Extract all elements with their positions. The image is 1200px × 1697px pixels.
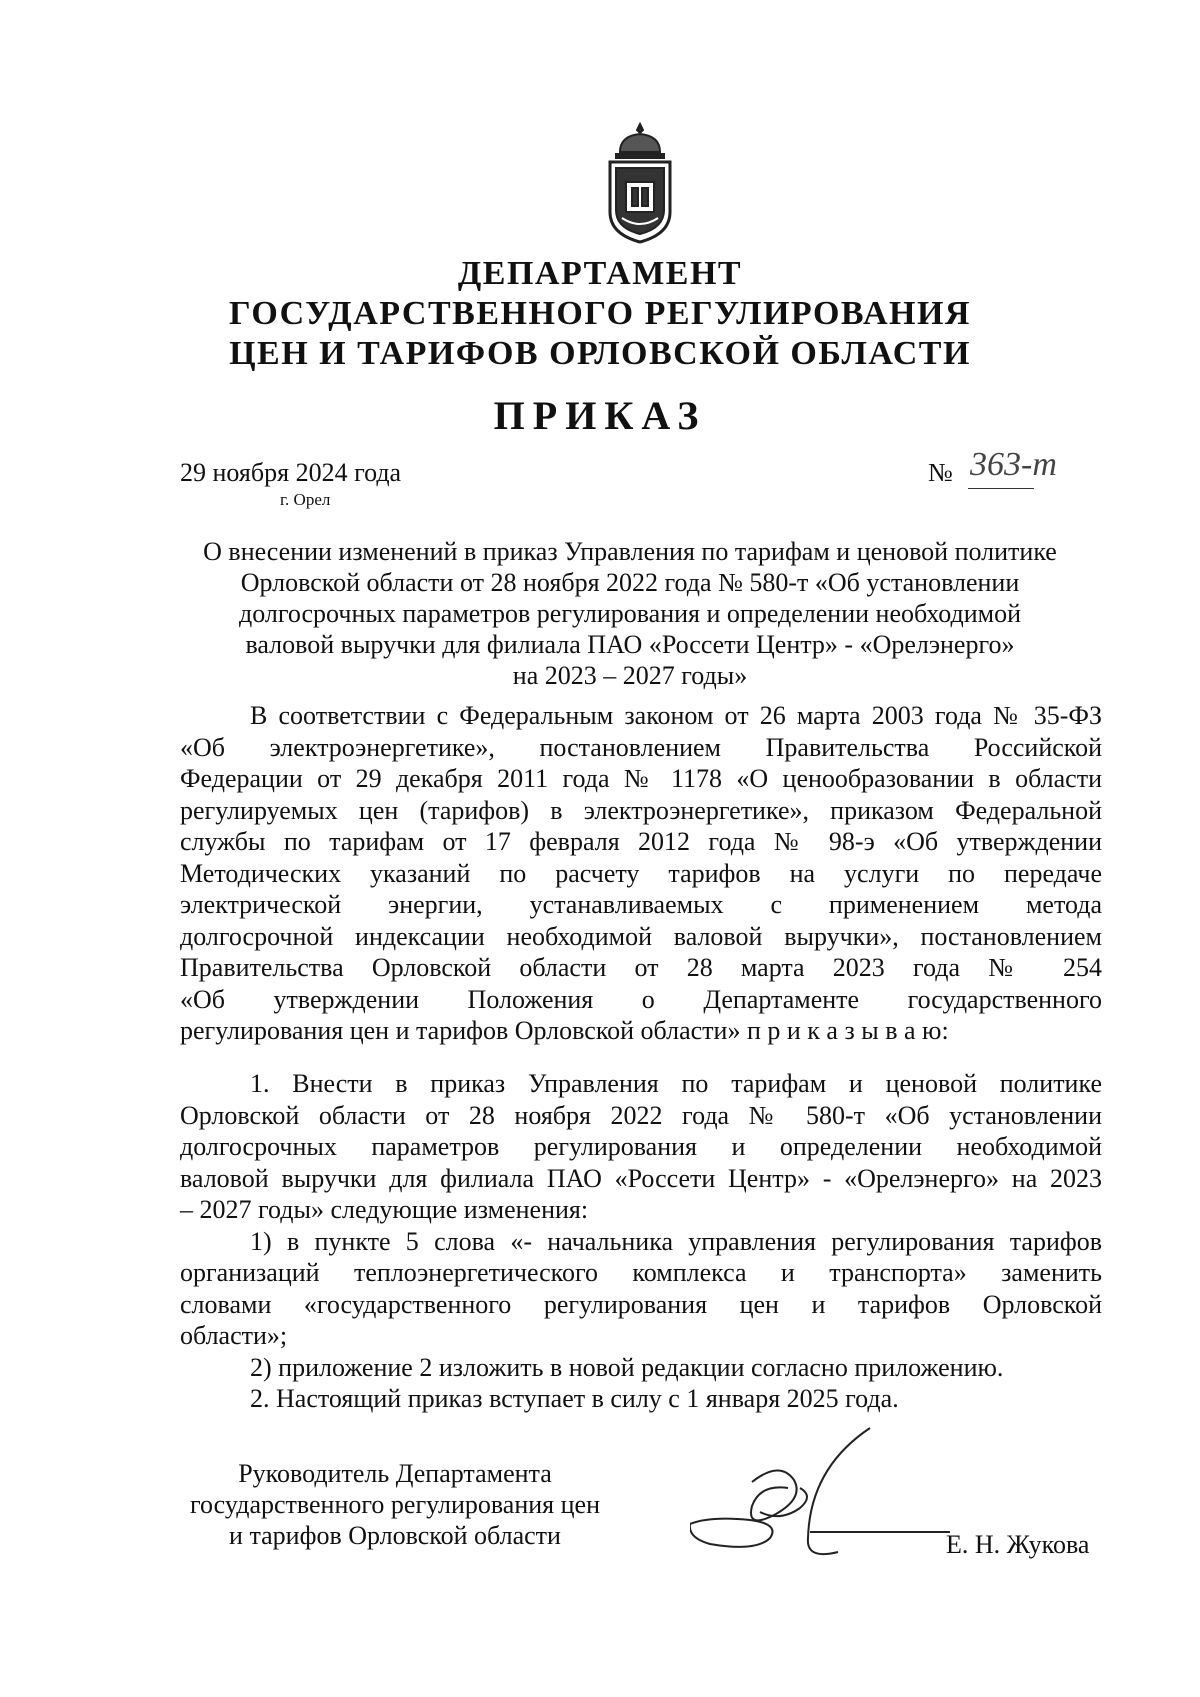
item-1-line: – 2027 годы» следующие изменения: [180, 1195, 589, 1224]
signatory-position-line: и тарифов Орловской области [229, 1521, 561, 1550]
order-number-underline [968, 488, 1034, 489]
order-date: 29 ноября 2024 года [180, 458, 402, 487]
preamble-line: Методических указаний по расчету тарифов на услуги по передаче [180, 858, 1102, 888]
signatory-position-line: Руководитель Департамента [238, 1459, 552, 1488]
preamble-line: В соответствии с Федеральным законом от 26 марта 2003 года № 35-ФЗ [250, 701, 1102, 730]
subitem-2-line: 2) приложение 2 изложить в новой редакции согласно приложению. [250, 1352, 1004, 1382]
subject-line: О внесении изменений в приказ Управления по тарифам и ценовой политике [203, 537, 1057, 566]
document-type-title: ПРИКАЗ [493, 393, 707, 438]
signatory-position-line: государственного регулирования цен [190, 1490, 600, 1519]
order-subject [150, 536, 1110, 691]
preamble-line: регулирования цен и тарифов Орловской области» п р и к а з ы в а ю: [180, 1016, 949, 1045]
subitem-1-line: организаций теплоэнергетического комплекса и транспорта» заменить [180, 1258, 1102, 1287]
department-name-line-2: ГОСУДАРСТВЕННОГО РЕГУЛИРОВАНИЯ [229, 295, 971, 332]
department-name-line-3: ЦЕН И ТАРИФОВ ОРЛОВСКОЙ ОБЛАСТИ [229, 335, 971, 372]
item-1-line: валовой выручки для филиала ПАО «Россети Центр» - «Орелэнерго» на 2023 [180, 1163, 1102, 1193]
preamble-line: Федерации от 29 декабря 2011 года № 1178 «О ценообразовании в области [180, 764, 1102, 793]
preamble-line: электрической энергии, устанавливаемых с применением метода [180, 890, 1102, 919]
preamble-line: Правительства Орловской области от 28 марта 2023 года № 254 [180, 953, 1102, 982]
subitem-1-line: 1) в пункте 5 слова «- начальника управления регулирования тарифов [250, 1226, 1102, 1256]
subject-line: на 2023 – 2027 годы» [512, 661, 748, 690]
subject-line: валовой выручки для филиала ПАО «Россети Центр» - «Орелэнерго» [245, 630, 1015, 659]
order-city: г. Орел [280, 490, 331, 509]
coat-of-arms-icon [602, 122, 678, 244]
subitem-1-line: словами «государственного регулирования цен и тарифов Орловской [180, 1289, 1102, 1319]
order-number-sign: № [928, 458, 953, 487]
preamble-line: «Об электроэнергетике», постановлением Правительства Российской [180, 732, 1102, 762]
subject-line: долгосрочных параметров регулирования и определении необходимой [238, 599, 1022, 628]
item-1-line: 1. Внести в приказ Управления по тарифам и ценовой политике [250, 1069, 1102, 1098]
subitem-1-line: области»; [180, 1321, 288, 1350]
item-2-line: 2. Настоящий приказ вступает в силу с 1 января 2025 года. [250, 1384, 899, 1413]
subject-line: Орловской области от 28 ноября 2022 года № 580-т «Об установлении [240, 568, 1020, 597]
department-name-line-1: ДЕПАРТАМЕНТ [457, 255, 743, 292]
preamble-line: долгосрочной индексации необходимой валовой выручки», постановлением [180, 921, 1102, 951]
item-1-line: долгосрочных параметров регулирования и определении необходимой [180, 1132, 1102, 1161]
preamble-line: службы по тарифам от 17 февраля 2012 года № 98-э «Об утверждении [180, 827, 1102, 856]
item-1-line: Орловской области от 28 ноября 2022 года № 580-т «Об установлении [180, 1100, 1102, 1130]
handwritten-signature [690, 1420, 960, 1570]
order-number-handwritten: 363-т [970, 446, 1057, 483]
preamble-line: регулируемых цен (тарифов) в электроэнергетике», приказом Федеральной [180, 795, 1102, 825]
preamble-paragraph [180, 700, 1102, 1047]
preamble-line: «Об утверждении Положения о Департаменте государственного [180, 984, 1102, 1014]
signatory-position [150, 1458, 640, 1551]
signer-name: Е. Н. Жукова [946, 1530, 1090, 1559]
item-1-paragraph [180, 1068, 1102, 1415]
